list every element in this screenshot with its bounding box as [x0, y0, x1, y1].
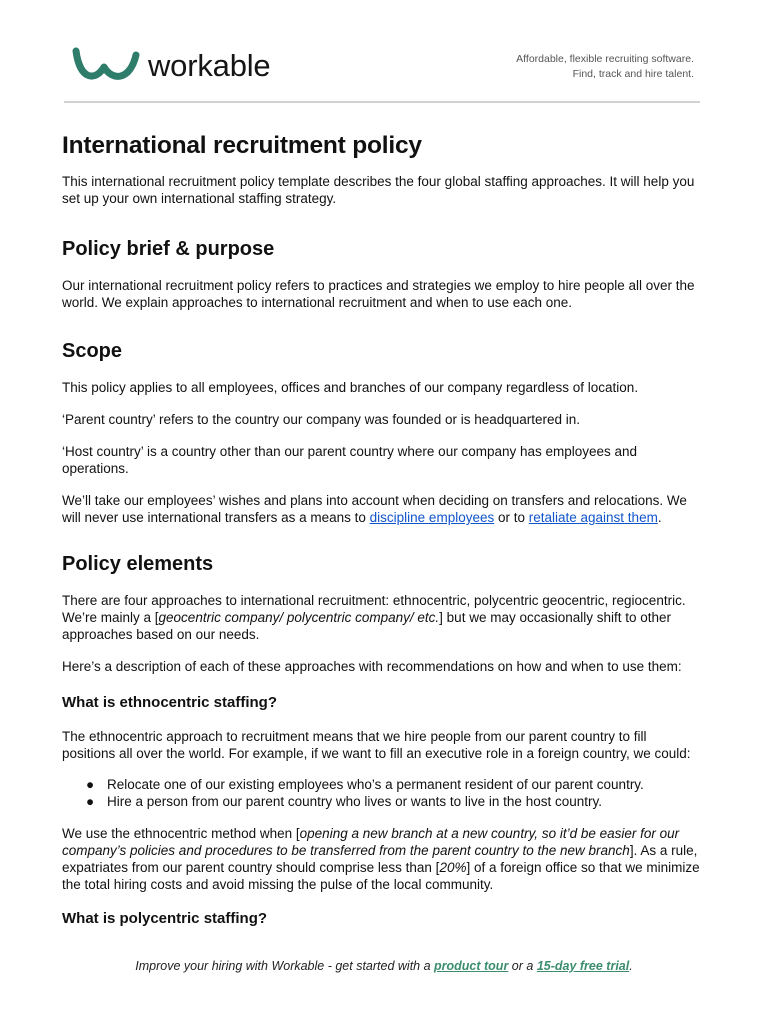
policy-brief-paragraph: Our international recruitment policy refers to practices and strategies we employ to hire people all over the world. We explain approaches to international recruitment and when to use each one.: [62, 278, 695, 310]
list-item: [62, 793, 702, 810]
section-heading-scope: Scope: [62, 340, 123, 362]
elements-p1-italic: geocentric company/ polycentric company/ etc.: [158, 610, 440, 625]
ethno-p2-italic: opening a new branch at a new country, so it’d be easier for our company’s policies and procedures to be transferred from the parent country to the new branch: [62, 826, 680, 858]
elements-p1-text-a: There are four approaches to international recruitment: ethnocentric, polycentric geocentric, regiocentric. We’re mainly a [: [62, 593, 686, 625]
ethno-p2-text-c: ] of a foreign office so that we minimize the total hiring costs and avoid missing the pulse of the local community.: [62, 860, 700, 892]
scope-p4-text-b: or to: [494, 510, 529, 525]
tagline-line-1: Affordable, flexible recruiting software.: [516, 53, 694, 65]
section-heading-policy-elements: Policy elements: [62, 553, 214, 575]
ethno-p2-italic-percent: 20%: [439, 860, 467, 875]
page-title: International recruitment policy: [62, 132, 422, 159]
scope-paragraph-3: ‘Host country’ is a country other than our parent country where our company has employees and operations.: [62, 444, 638, 476]
list-item: [62, 776, 702, 793]
list-item-text: Relocate one of our existing employees who’s a permanent resident of our parent country.: [107, 777, 644, 792]
product-tour-link[interactable]: product tour: [434, 959, 509, 973]
retaliate-against-them-link[interactable]: retaliate against them: [528, 510, 658, 525]
free-trial-link[interactable]: 15-day free trial: [536, 959, 630, 973]
page-footer: [0, 959, 768, 973]
ethno-p2-text-a: We use the ethnocentric method when [: [62, 826, 300, 841]
section-heading-policy-brief: Policy brief & purpose: [62, 238, 275, 260]
scope-p4-text-c: .: [657, 510, 662, 525]
footer-text-b: or a: [508, 959, 537, 973]
ethno-p2-text-b: ]. As a rule, expatriates from our parent country should comprise less than [: [62, 843, 698, 875]
subheading-ethnocentric: What is ethnocentric staffing?: [62, 694, 278, 711]
footer-text-a: Improve your hiring with Workable - get started with a: [135, 959, 435, 973]
scope-paragraph-4: [62, 492, 702, 526]
logo-wordmark: workable: [148, 47, 271, 83]
scope-p4-text-a: We’ll take our employees’ wishes and plans into account when deciding on transfers and relocations. We will never use international transfers as a means to: [62, 493, 687, 525]
bullet-icon: ●: [86, 777, 95, 792]
workable-logo-icon: [72, 45, 140, 85]
document-body: [62, 130, 702, 929]
header-tagline: [516, 52, 694, 82]
page-header: [62, 40, 698, 96]
bullet-icon: ●: [86, 794, 95, 809]
policy-elements-paragraph-2: Here’s a description of each of these approaches with recommendations on how and when to use them:: [62, 659, 682, 674]
list-item-text: Hire a person from our parent country who lives or wants to live in the host country.: [107, 794, 602, 809]
policy-elements-paragraph-1: [62, 592, 702, 643]
scope-paragraph-2: ‘Parent country’ refers to the country our company was founded or is headquartered in.: [62, 412, 581, 427]
workable-logo[interactable]: [72, 45, 270, 85]
ethnocentric-bullet-list: [62, 776, 702, 810]
footer-text-c: .: [629, 959, 633, 973]
tagline-line-2: Find, track and hire talent.: [572, 68, 694, 80]
scope-paragraph-1: This policy applies to all employees, offices and branches of our company regardless of location.: [62, 380, 639, 395]
subheading-polycentric: What is polycentric staffing?: [62, 910, 268, 927]
intro-paragraph: This international recruitment policy template describes the four global staffing approaches. It will help you set up your own international staffing strategy.: [62, 174, 695, 206]
ethnocentric-paragraph-2: [62, 825, 702, 893]
discipline-employees-link[interactable]: discipline employees: [369, 510, 495, 525]
elements-p1-text-b: ] but we may occasionally shift to other approaches based on our needs.: [62, 610, 672, 642]
header-divider: [64, 101, 700, 103]
ethnocentric-paragraph-1: The ethnocentric approach to recruitment means that we hire people from our parent country to fill positions all over the world. For example, if we want to fill an executive role in a foreign country, we could:: [62, 729, 691, 761]
